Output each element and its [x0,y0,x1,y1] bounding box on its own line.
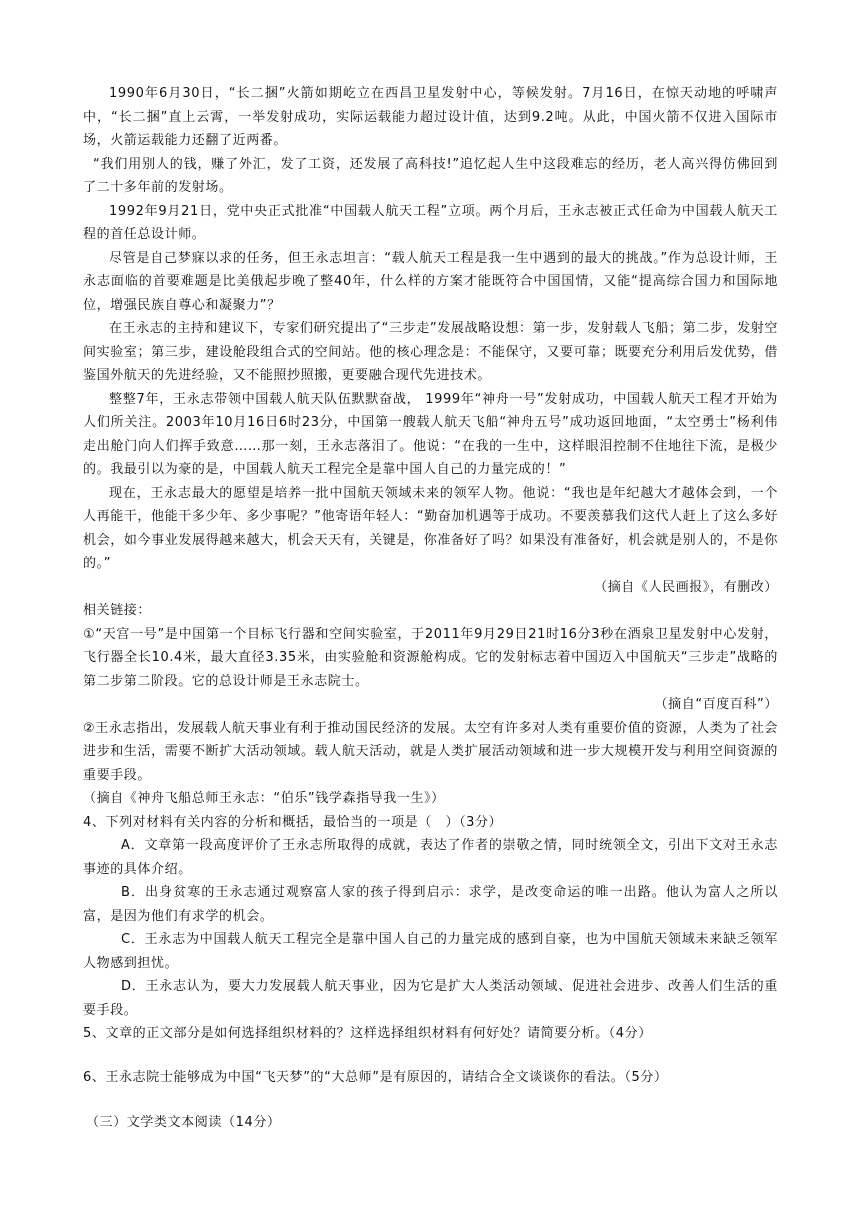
article-paragraph: 1990年6月30日，“长二捆”火箭如期屹立在西昌卫星发射中心，等候发射。7月16日，在惊天动地的呼啸声中，“长二捆”直上云霄，一举发射成功，实际运载能力超过设计值，达到9.2吨。从此，中国火箭不仅进入国际市场，火箭运载能力还翻了近两番。 [83,86,778,148]
article-paragraph: 现在，王永志最大的愿望是培养一批中国航天领域未来的领军人物。他说：“我也是年纪越大才越体会到，一个人再能干，他能干多少年、多少事呢？”他寄语年轻人：“勤奋加机遇等于成功。不要羡慕我们这代人赶上了这么多好机会，如今事业发展得越来越大，机会天天有，关键是，你准备好了吗？如果没有准备好，机会就是别人的，不是你的。” [83,485,778,571]
exam-page [83,82,778,1135]
article-paragraph: 1992年9月21日，党中央正式批准“中国载人航天工程”立项。两个月后，王永志被正式任命为中国载人航天工程的首任总设计师。 [83,203,778,242]
related-link-1: ①“天宫一号”是中国第一个目标飞行器和空间实验室，于2011年9月29日21时16分3秒在酒泉卫星发射中心发射，飞行器全长10.4米，最大直径3.35米，由实验舱和资源舱构成。它的发射标志着中国迈入中国航天“三步走”战略的第二步第二阶段。它的总设计师是王永志院士。 [83,626,778,689]
question-4-option-a: A．文章第一段高度评价了王永志所取得的成就，表达了作者的崇敬之情，同时统领全文，引出下文对王永志事迹的具体介绍。 [83,838,778,877]
question-4-option-c: C．王永志为中国载人航天工程完全是靠中国人自己的力量完成的感到自豪，也为中国航天领域未来缺乏领军人物感到担忧。 [83,932,778,971]
article-paragraph: “我们用别人的钱，赚了外汇，发了工资，还发展了高科技!”追忆起人生中这段难忘的经历，老人高兴得仿佛回到了二十多年前的发射场。 [83,156,778,195]
question-6: 6、王永志院士能够成为中国“飞天梦”的“大总师”是有原因的，请结合全文谈谈你的看法。（5分） [83,1069,668,1085]
question-4-option-d: D．王永志认为，要大力发展载人航天事业，因为它是扩大人类活动领域、促进社会进步、改善人们生活的重要手段。 [83,979,778,1018]
article-paragraph: 尽管是自己梦寐以求的任务，但王永志坦言：“载人航天工程是我一生中遇到的最大的挑战。”作为总设计师，王永志面临的首要难题是比美俄起步晚了整40年，什么样的方案才能既符合中国国情，又能“提高综合国力和国际地位，增强民族自尊心和凝聚力”？ [83,250,778,313]
article-source: （摘自《人民画报》，有删改） [594,579,778,595]
related-link-2: ②王永志指出，发展载人航天事业有利于推动国民经济的发展。太空有许多对人类有重要价值的资源，人类为了社会进步和生活，需要不断扩大活动领域。载人航天活动，就是人类扩展活动领域和进一步大规模开发与利用空间资源的重要手段。 [83,720,778,783]
related-link-2-source: （摘自《神舟飞船总师王永志：“伯乐”钱学森指导我一生》） [83,791,445,806]
question-4-option-b: B．出身贫寒的王永志通过观察富人家的孩子得到启示：求学，是改变命运的唯一出路。他认为富人之所以富，是因为他们有求学的机会。 [83,885,778,924]
article-paragraph: 在王永志的主持和建议下，专家们研究提出了“三步走”发展战略设想：第一步，发射载人飞船；第二步，发射空间实验室；第三步，建设舱段组合式的空间站。他的核心理念是：不能保守，又要可靠；既要充分利用后发优势，借鉴国外航天的先进经验，又不能照抄照搬，更要融合现代先进技术。 [83,321,778,383]
question-5: 5、文章的正文部分是如何选择组织材料的？这样选择组织材料有何好处？请简要分析。（4分） [83,1026,652,1041]
related-link-1-source: （摘自“百度百科”） [654,697,778,712]
related-links-heading: 相关链接： [83,603,152,618]
question-4-stem: 4、下列对材料有关内容的分析和概括，最恰当的一项是（ ）（3分） [83,814,503,830]
section-heading-literary-reading: （三）文学类文本阅读（14分） [86,1115,281,1130]
article-paragraph: 整整7年，王永志带领中国载人航天队伍默默奋战， 1999年“神舟一号”发射成功，中国载人航天工程才开始为人们所关注。2003年10月16日6时23分，中国第一艘载人航天飞船“神舟五号”成功返回地面，“太空勇士”杨利伟走出舱门向人们挥手致意……那一刻，王永志落泪了。他说：“在我的一生中，这样眼泪控制不住地往下流，是极少的。我最引以为豪的是，中国载人航天工程完全是靠中国人自己的力量完成的！” [83,391,778,477]
